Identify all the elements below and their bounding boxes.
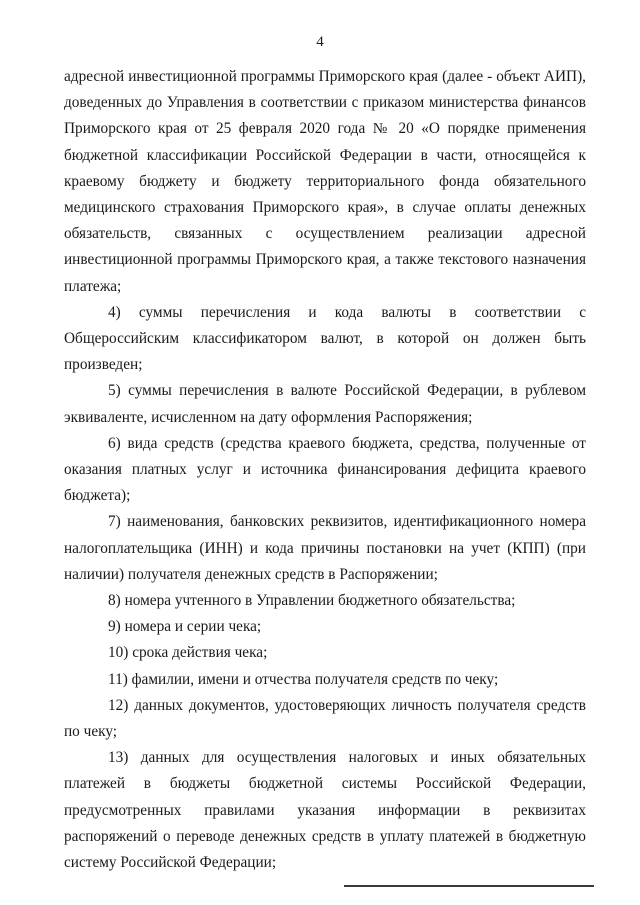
bottom-rule-divider — [344, 885, 594, 887]
list-item-11: 11) фамилии, имени и отчества получателя средств по чеку; — [108, 670, 499, 688]
list-item-4: 4) суммы перечисления и кода валюты в соответствии с Общероссийским классификатором валют, в которой он должен быть произведен; — [64, 303, 586, 374]
list-item-5: 5) суммы перечисления в валюте Российской Федерации, в рублевом эквиваленте, исчисленном на дату оформления Распоряжения; — [64, 382, 586, 426]
list-item-10: 10) срока действия чека; — [108, 644, 268, 662]
paragraph-continuation: адресной инвестиционной программы Приморского края (далее - объект АИП), доведенных до Управления в соответствии с приказом министерства финансов Приморского края от 25 февраля 2020 года № 20 «О порядке применения бюджетной классификации Российской Федерации в части, относящейся к краевому бюджету и бюджету территориального фонда обязательного медицинского страхования Приморского края», в случае оплаты денежных обязательств, связанных с осуществлением реализации адресной инвестиционной программы Приморского края, а также текстового назначения платежа; — [64, 68, 586, 295]
list-item-8: 8) номера учтенного в Управлении бюджетного обязательства; — [108, 592, 516, 610]
list-item-13: 13) данных для осуществления налоговых и иных обязательных платежей в бюджеты бюджетной системы Российской Федерации, предусмотренных правилами указания информации в реквизитах распоряжений о переводе денежных средств в уплату платежей в бюджетную систему Российской Федерации; — [64, 749, 586, 872]
list-item-6: 6) вида средств (средства краевого бюджета, средства, полученные от оказания платных услуг и источника финансирования дефицита краевого бюджета); — [64, 434, 586, 505]
list-item-9: 9) номера и серии чека; — [108, 618, 262, 636]
list-item-12: 12) данных документов, удостоверяющих личность получателя средств по чеку; — [64, 696, 586, 741]
list-item-7: 7) наименования, банковских реквизитов, идентификационного номера налогоплательщика (ИНН) и кода причины постановки на учет (КПП) (при наличии) получателя денежных средств в Распоряжении; — [64, 513, 586, 583]
document-body — [64, 64, 586, 876]
page-number: 4 — [316, 34, 324, 50]
